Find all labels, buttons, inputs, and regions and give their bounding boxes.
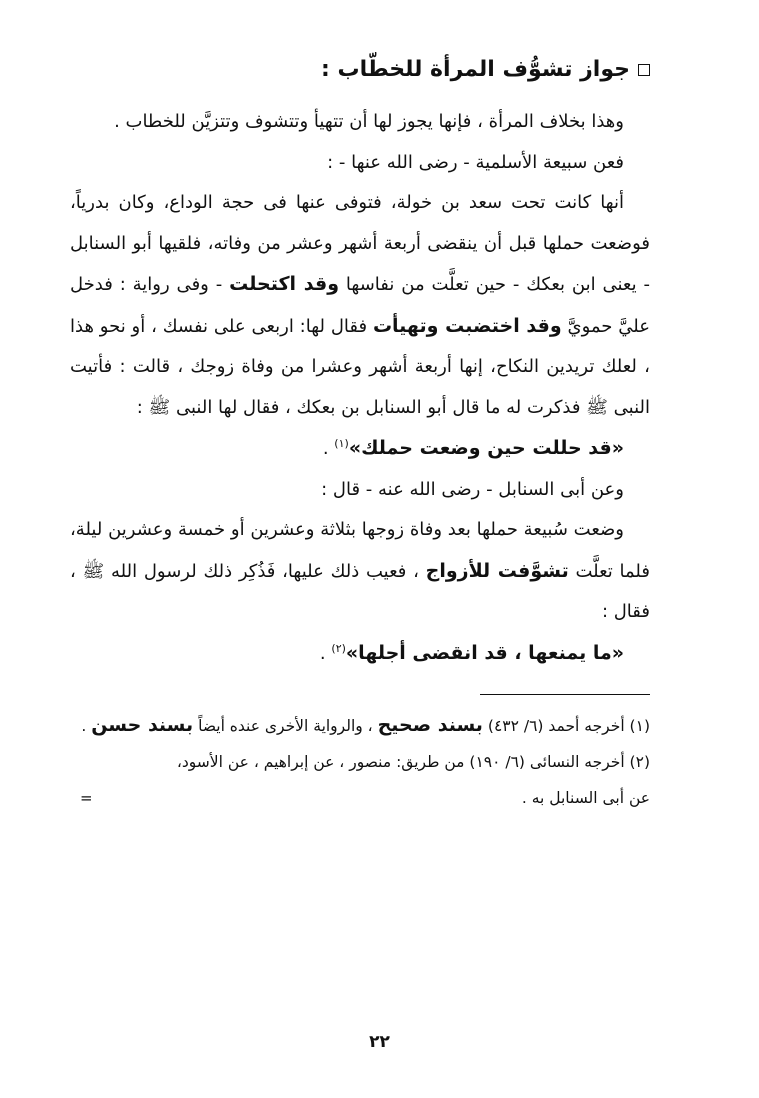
book-page (70, 40, 650, 1050)
paragraph-5 (70, 510, 650, 633)
paragraph-2: فعن سبيعة الأسلمية - رضى الله عنها - : (327, 151, 624, 173)
hadith-quote-1-end: . (322, 438, 329, 459)
hadith-quote-2-text: «ما يمنعها ، قد انقضى أجلها» (345, 641, 624, 664)
paragraph-3-bold-2: وقد اختضبت وتهيأت (372, 314, 562, 337)
footnote-1-start: (١) أخرجه أحمد (٦/ ٤٣٢) (487, 717, 650, 735)
paragraph-3-end: فقال لها: اربعى على نفسك ، أو نحو هذا ، لعلك تريدين النكاح، إنها أربعة أشهر وعشرا من وفاة زوجك ، قالت : فأتيت النبى ﷺ فذكرت له ما قال أبو السنابل بن بعكك ، فقال لها النبى ﷺ : (70, 315, 650, 418)
main-text (70, 102, 650, 674)
footnote-ref-2: (٢) (331, 641, 346, 655)
footnote-1-end: . (81, 717, 87, 735)
paragraph-3-start: أنها كانت تحت سعد بن خولة، فتوفى عنها فى حجة الوداع، وكان بدرياً، فوضعت حملها قبل أن ينقضى أربعة أشهر وعشر من وفاته، فلقيها أبو السنابل - يعنى ابن بعكك - حين تعلَّت من نفاسها (70, 192, 650, 295)
paragraph-1: وهذا بخلاف المرأة ، فإنها يجوز لها أن تتهيأ وتتشوف وتتزيَّن للخطاب . (114, 111, 624, 132)
hadith-quote-1-text: «قد حللت حين وضعت حملك» (348, 437, 624, 459)
paragraph-5-start: وضعت سُبيعة حملها بعد وفاة زوجها بثلاثة وعشرين أو خمسة وعشرين ليلة، فلما تعلَّت (70, 519, 650, 582)
footnote-1-bold-2: بسند حسن (91, 714, 194, 736)
continuation-mark: = (80, 789, 93, 807)
square-bullet-icon (638, 64, 650, 76)
paragraph-3-mid: - وفى رواية : فدخل عليَّ حمويَّ (70, 274, 650, 337)
page-number: ٢٢ (369, 1032, 390, 1052)
footnote-2-line-2: عن أبى السنابل به . (521, 789, 650, 807)
hadith-quote-2-end: . (319, 642, 326, 664)
paragraph-3-bold-1: وقد اكتحلت (229, 273, 340, 295)
footnote-1 (70, 707, 650, 744)
footnotes (70, 707, 650, 816)
footnote-ref-1: (١) (334, 437, 349, 450)
section-heading-text: جواز تشوُّف المرأة للخطّاب : (321, 57, 630, 82)
paragraph-3 (70, 183, 650, 428)
hadith-quote-2 (70, 633, 650, 675)
paragraph-5-end: ، فعيب ذلك عليها، فَذُكِر ذلك لرسول الله ﷺ ، فقال : (70, 560, 650, 622)
paragraph-4: وعن أبى السنابل - رضى الله عنه - قال : (321, 478, 624, 500)
footnote-1-mid: ، والرواية الأخرى عنده أيضاً (198, 717, 373, 735)
paragraph-5-bold: تشوَّفت للأزواج (425, 559, 569, 582)
section-heading (70, 52, 650, 88)
footnote-separator (480, 694, 650, 695)
hadith-quote-1 (70, 428, 650, 470)
footnote-2-line-1: (٢) أخرجه النسائى (٦/ ١٩٠) من طريق: منصور ، عن إبراهيم ، عن الأسود، (176, 753, 650, 771)
footnote-2-line-2-row (70, 780, 650, 816)
footnote-1-bold-1: بسند صحيح (377, 714, 483, 736)
